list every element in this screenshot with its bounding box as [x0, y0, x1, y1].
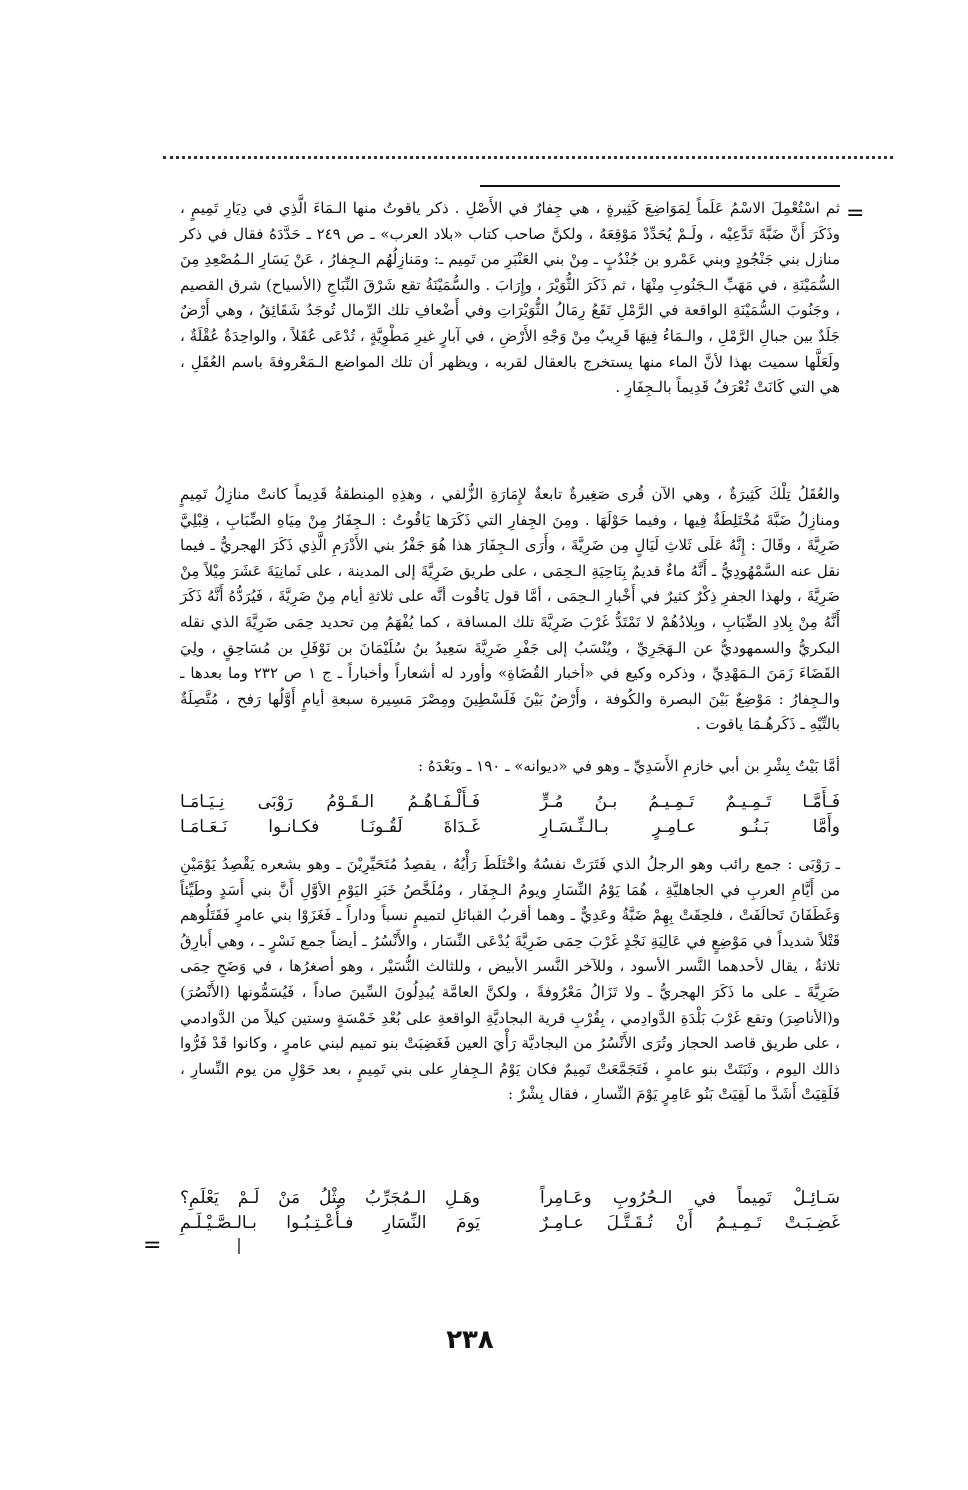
poem-verse	[180, 790, 840, 815]
poem-verse	[180, 1211, 840, 1236]
verse-left-hemistich: وهَـلِ الـمُجَرِّبُ مِثْلُ مَنْ لَـمْ يَعْلَمِ؟	[180, 1188, 480, 1208]
paragraph-text: أمَّا بَيْتُ بِشْرِ بن أبي خازمِ الأَسَدِيِّ ـ وهو في «ديوانه» ـ ١٩٠ ـ وبَعْدَهُ :	[418, 757, 840, 775]
verse-right-hemistich: فَـأَمَّـا تَـمِـيـمٌ تَـمِـيـمُ بـنُ مُـرٍّ	[540, 792, 840, 812]
page-number: ٢٣٨	[446, 1325, 494, 1355]
paragraph-1	[180, 196, 840, 401]
poem-block-1	[180, 790, 840, 840]
poem-block-2	[180, 1186, 840, 1236]
paragraph-2	[180, 482, 840, 738]
footnote-rule	[480, 185, 840, 187]
paragraph-text: ـ رَوْبَى : جمع رائب وهو الرجلُ الذي فَتَرَتْ نفسُهُ واخْتَلَطَ رَأْيُهُ ، يقصِدُ مُتَحَيِّرِيْنَ ـ وهو بشعره يَقْصِدُ يَوْمَيْنِ من أَيَّامِ العربِ في الجاهليَّةِ ، هُمَا يَوْمُ النِّسَارِ ويومُ الـجِفَار ، ومُلَخَّصُ خَبَرِ اليَوْمِ الأوَّلِ أَنَّ بني أَسَدٍ وطَيِّئاً وَغَطَفَانَ تَحالَفَتْ ، فلحِقَتْ بِهِمْ ضَبَّةُ وعَدِيٌّ ـ وهما أقربُ القبائلِ لتميمٍ نسباً وداراً ـ فَغَزَوْا بني عامرٍ فَقَتَلُوهم قَتْلاً شديداً في مَوْضِعٍ في عَالِيَةِ نَجْدٍ غَرْبَ حِمَى ضَرِيَّةَ يُدْعَى النِّسَار ، والأَنْسُرُ ـ أيضاً جمع نَسْرٍ ـ ، وهي أَبارِقُ ثلاثةٌ ، يقال لأحدهما النَّسر الأسود ، وللآخر النَّسر الأبيض ، وللثالث النُّسَيْر ، وهو أصغرُها ، في وَضَحِ حِمَى ضَرِيَّةَ ـ على ما ذَكَرَ الهجريُّ ـ ولا تَزَالُ مَعْرُوفةً ، ولكنَّ العامَّة يُبدِلُونَ السِّينَ صاداً ، فَيُسَمُّونها (الأَنْصُرَ) و(الأناصِرَ) وتقع غَرْبَ بَلْدَةِ الدَّوادِمي ، بِقُرْبِ قرية البجاديَّةِ الواقعةِ على بُعْدِ خَمْسَةٍ وستين كيلاً من الدَّوادمي ، على طريق قاصد الحجاز وتُرَى الأَنْسُرُ من البجاديَّة رَأْيَ العين فَغَضِبَتْ بنو تميم لبني عامرٍ ، وكانوا قَدْ فَرُّوا ذالك اليوم ، وثَبَتَتْ بنو عامرٍ ، فَتَجَمَّعَتْ تَمِيمٌ فكان يَوْمُ الـجِفارِ على بني تَمِيمٍ ، بعد حَوْلٍ من يوم النِّسارِ ، فَلَقِيَتْ أَشَدَّ ما لَقِيَتْ بَنُو عَامِرٍ يَوْمَ النِّسارِ ، فقال بِشْرٌ :	[180, 855, 840, 1104]
dotted-separator	[163, 156, 893, 163]
poem-verse	[180, 1186, 840, 1211]
continuation-mark-bottom: =	[143, 1233, 162, 1258]
verse-left-hemistich: غَـدَاةَ لَقُـونَـا فكـانـوا نَـعَـامَـا	[180, 817, 480, 837]
paragraph-text: ثم اسْتُعْمِلَ الاسْمُ عَلَماً لِمَوَاضِعَ كَثِيرةٍ ، هي جِفارٌ في الأَصْلِ . ذكر ياقوتُ منها الـمَاءَ الَّذِي في دِيَارِ تَمِيمٍ ، وذَكَرَ أَنَّ ضَبَّةَ تَدَّعِيْه ، ولَـمْ يُحَدِّدْ مَوْقِعَهُ ، ولكنَّ صاحب كتاب «بلاد العرب» ـ ص ٢٤٩ ـ حَدَّدَهُ فقال في ذكر منازل بني جَنْجُودٍ وبني عَمْرو بن جُنْدُبٍ ـ مِنْ بني العَنْبَرِ من تَمِيم ـ: ومَنازِلُهُم الـجِفارُ ، عَنْ يَسَارِ الـمُصْعِدِ مِنَ السُّمَيْنَةِ ، في مَهَبِّ الـجَنُوبِ مِنْهَا ، ثم ذَكَرَ الثُّوَيْرَ ، وإِرَابَ . والسُّمَيْنَةُ تقع شَرْقَ النِّبَاجِ (الأسياح) شرق القصيم ، وجَنُوبَ السُّمَيْنَةِ الواقعة في الرَّمْلِ تَقَعُ رِمَالُ الثُّوَيْرَاتِ وفي أَضْعافِ تلك الرِّمال تُوجَدُ شَقَائِقُ ، وهي أَرْضٌ جَلَدٌ بين جبالِ الرَّمْلِ ، والـمَاءُ فِيهَا قَرِيبٌ مِنْ وَجْهِ الأَرْضِ ، في آبارٍ غيرِ مَطْوِيَّةٍ ، تُدْعَى عُقَلاً ، والواحِدَةُ عُقْلَةٌ ، ولَعَلَّها سميت بهذا لأنَّ الماء منها يستخرج بالعقال لقربه ، ويظهر أن تلك المواضع الـمَعْروفةَ باسم العُقَلِ ، هي التي كَانَتْ تُعْرَفُ قَدِيماً بالـجِفَارِ .	[180, 199, 841, 397]
verse-right-hemistich: سَـائِـلْ تَمِيماً في الـحُرُوبِ وعَـامِراً	[540, 1188, 840, 1208]
margin-tick	[238, 1238, 240, 1254]
verse-right-hemistich: غَضِـبَـتْ تَـمِـيـمُ أَنْ تُـقَـتَّـلَ عـامِـرٌ	[540, 1213, 840, 1233]
verse-left-hemistich: يَومَ النِّسَارِ فـأُعْـتِـبُـوا بـالـصَّـيْـلَـمِ	[180, 1213, 480, 1233]
continuation-mark-top: =	[846, 201, 865, 226]
verse-right-hemistich: وأَمَّا بَـنُـو عـامِـرٍ بـالـنِّـسَـارِ	[540, 817, 840, 837]
paragraph-3	[180, 754, 840, 780]
verse-left-hemistich: فَـأَلْـفَـاهُـمُ الـقَـوْمُ رَوْبَى نِـيَـامَـا	[180, 792, 480, 812]
poem-verse	[180, 815, 840, 840]
paragraph-4	[180, 852, 840, 1108]
paragraph-text: والعُقَلُ تِلْكَ كَثِيرَةٌ ، وهي الآن قُرى صَغِيرةٌ تابعةٌ لإِمَارَةِ الزُّلفي ، وهذِهِ المِنطقةُ قَدِيماً كانتْ منازِلُ تَمِيمٍ ومنازِلُ ضَبَّةَ مُخْتَلِطَةٌ فِيها ، وفيما حَوْلَهَا . ومِنَ الجِفارِ التي ذَكَرَها يَاقُوتُ : الـجِفَارُ مِنْ مِيَاهِ الضِّبَابِ ، قِبْلِيَّ ضَرِيَّةَ ، وقَالَ : إِنَّهُ عَلَى ثَلاثِ لَيَالٍ مِن ضَرِيَّةَ ، وأَرَى الـجِفَارَ هذا هُوَ جَفْرُ بني الأَدْرَمِ الَّذِي ذَكَرَ الهجريُّ ـ فيما نقل عنه السَّمْهُودِيُّ ـ أَنَّهُ ماءٌ قديمٌ بِنَاحِيَةِ الـحِمَى ، على طريق ضَرِيَّةَ إلى المدينة ، على ثَمانِيَةَ عَشَرَ مِيْلاً مِنْ ضَرِيَّةَ ، ولهذا الجفرِ ذِكْرٌ كثيرٌ في أَخْبارِ الـحِمَى ، أمَّا قول يَاقُوت أنَّه على ثلاثةِ أيام مِنْ ضَرِيَّةَ ، فَيُرَدُّهُ أَنَّهُ ذَكَرَ أَنَّهُ مِنْ بِلادِ الضِّبَابِ ، وبِلادُهُمْ لا تَمْتَدُّ غَرْبَ ضَرِيَّةَ تلك المسافة ، كما يُفْهَمُ مِن تحديد حِمَى ضَرِيَّةَ الذي نقله البكريُّ والسمهوديُّ عن الـهَجَرِيِّ ، ويُنْسَبُ إلى جَفْرِ ضَرِيَّةَ سَعِيدُ بنُ سُلَيْمَانَ بن نَوْفَلِ بن مُسَاحِقٍ ، ولِيَ القَضَاءَ زَمَنَ الـمَهْدِيِّ ، وذكره وكيع في «أخبار القُضَاةِ» وأورد له أشعاراً وأخباراً ـ ج ١ ص ٢٣٢ وما بعدها ـ والـجِفارُ : مَوْضِعٌ بَيْنَ البصرة والكُوفة ، وأَرْضٌ بَيْنَ فَلَسْطِينَ ومِصْرَ مَسِيرة سبعةِ أيامٍ أَوَّلُها رَفح ، مُتَّصِلَةٌ بالتِّيْهِ ـ ذَكَرهُـمَا ياقوت .	[180, 485, 841, 734]
